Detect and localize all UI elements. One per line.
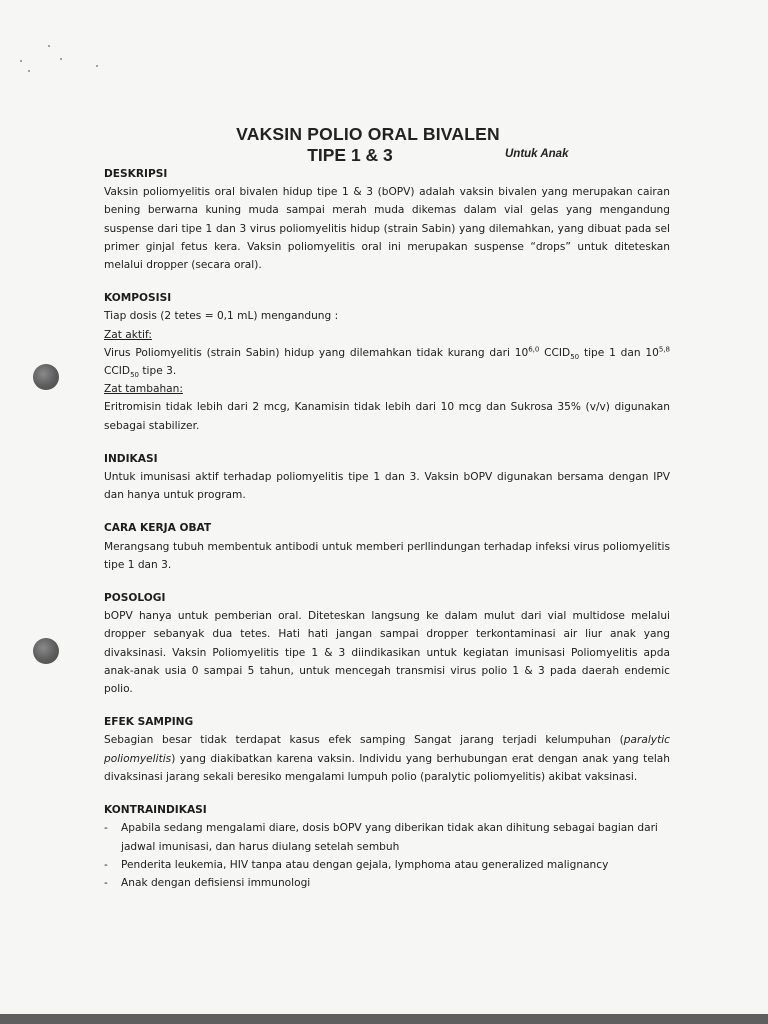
scan-speck xyxy=(60,58,62,60)
list-item: - Apabila sedang mengalami diare, dosis bOPV yang diberikan tidak akan dihitung sebagai bagian dari jadwal imunisasi, dan harus diulang setelah sembuh xyxy=(104,822,658,853)
scan-border xyxy=(0,1014,768,1024)
scan-speck xyxy=(96,65,98,67)
section-deskripsi xyxy=(104,165,670,274)
punch-hole xyxy=(33,364,59,390)
section-heading: DESKRIPSI xyxy=(104,168,168,180)
scan-speck xyxy=(20,60,22,62)
section-komposisi xyxy=(104,289,670,435)
contraindication-list xyxy=(104,819,670,892)
section-kontraindikasi xyxy=(104,801,670,892)
additive-label: Zat tambahan: xyxy=(104,383,183,396)
active-text: Virus Poliomyelitis (strain Sabin) hidup yang dilemahkan tidak kurang dari 10$^{6,0}$ $CCID_{50}$ tipe 1 dan 10$^{5,8}$ $CCID_{50}$ tipe 3. xyxy=(104,345,670,380)
section-indikasi xyxy=(104,450,670,505)
section-cara-kerja xyxy=(104,519,670,574)
document-subtitle: Untuk Anak xyxy=(505,148,569,160)
section-heading: KOMPOSISI xyxy=(104,292,172,305)
section-text: Untuk imunisasi aktif terhadap poliomyelitis tipe 1 dan 3. Vaksin bOPV digunakan bersama dengan IPV dan hanya untuk program. xyxy=(104,471,670,502)
section-text: Merangsang tubuh membentuk antibodi untuk memberi perllindungan terhadap infeksi virus poliomyelitis tipe 1 dan 3. xyxy=(104,540,670,571)
section-posologi xyxy=(104,589,670,698)
section-text: bOPV hanya untuk pemberian oral. Diteteskan langsung ke dalam mulut dari vial multidose melalui dropper sebanyak dua tetes. Hati hati jangan sampai dropper terkontaminasi air liur anak yang divaksinasi. Vaksin Poliomyelitis tipe 1 & 3 diindikasikan untuk kegiatan imunisasi Poliomyelitis apda anak-anak usia 0 sampai 5 tahun, untuk mencegah transmisi virus polio 1 & 3 pada daerah endemic polio. xyxy=(104,610,670,696)
document-body xyxy=(104,165,670,907)
scan-speck xyxy=(48,45,50,47)
active-label: Zat aktif: xyxy=(104,328,152,341)
punch-hole xyxy=(33,638,59,664)
section-heading: INDIKASI xyxy=(104,452,158,465)
list-item: - Anak dengan defisiensi immunologi xyxy=(104,876,311,889)
section-heading: EFEK SAMPING xyxy=(104,716,194,729)
scan-speck xyxy=(28,70,30,72)
section-heading: KONTRAINDIKASI xyxy=(104,804,207,817)
section-efek-samping xyxy=(104,713,670,786)
section-text: Sebagian besar tidak terdapat kasus efek samping Sangat jarang terjadi kelumpuhan (paralytic poliomyelitis) yang diakibatkan karena vaksin. Individu yang berhubungan erat dengan anak yang telah divaksinasi jarang sekali beresiko mengalami lumpuh polio (paralytic poliomyelitis) akibat vaksinasi. xyxy=(104,734,670,783)
document-title: VAKSIN POLIO ORAL BIVALEN xyxy=(236,124,500,144)
additive-text: Eritromisin tidak lebih dari 2 mcg, Kanamisin tidak lebih dari 10 mcg dan Sukrosa 35% (v/v) digunakan sebagai stabilizer. xyxy=(104,401,670,432)
section-heading: POSOLOGI xyxy=(104,592,166,605)
section-text: Vaksin poliomyelitis oral bivalen hidup tipe 1 & 3 (bOPV) adalah vaksin bivalen yang merupakan cairan bening berwarna kuning muda sampai merah muda dikemas dalam vial gelas yang mengandung suspense dari tipe 1 dan 3 virus poliomyelitis hidup (strain Sabin) yang dilemahkan, yang dibuat pada sel primer ginjal fetus kera. Vaksin poliomyelitis oral ini merupakan suspense “drops” untuk diteteskan melalui dropper (secara oral). xyxy=(104,186,670,272)
section-heading: CARA KERJA OBAT xyxy=(104,522,212,535)
list-item: - Penderita leukemia, HIV tanpa atau dengan gejala, lymphoma atau generalized malignancy xyxy=(104,858,609,871)
document-title-line2: TIPE 1 & 3 xyxy=(307,145,393,165)
dose-text: Tiap dosis (2 tetes = 0,1 mL) mengandung : xyxy=(104,310,339,323)
